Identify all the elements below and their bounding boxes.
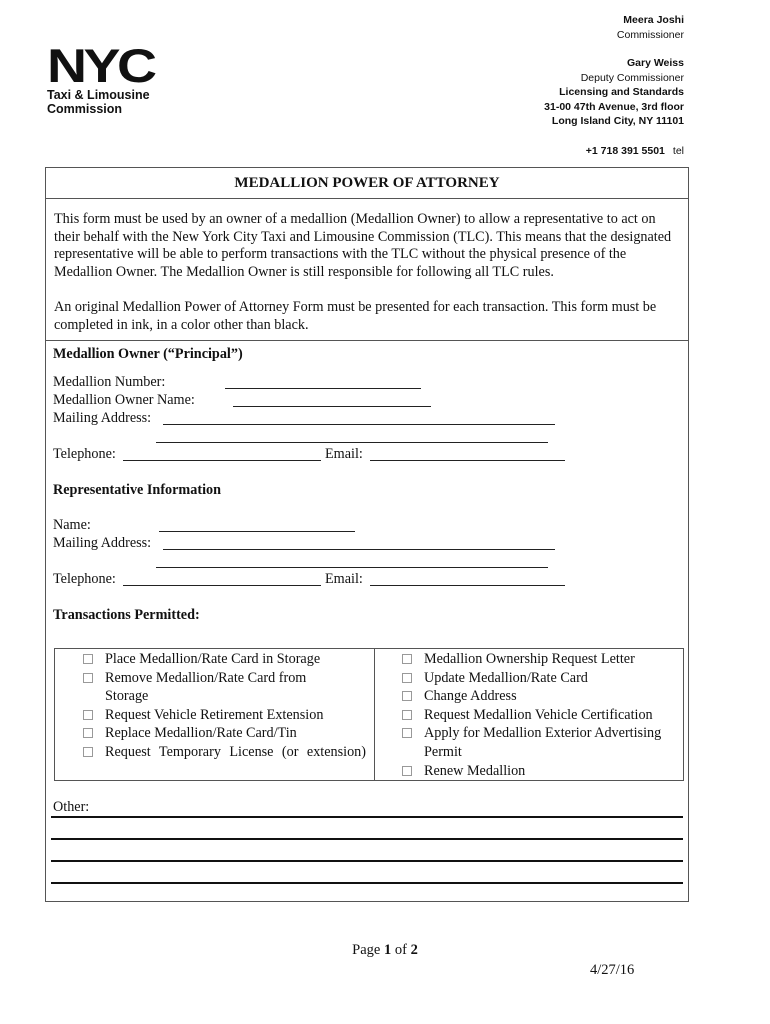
transaction-checkbox[interactable]: [402, 673, 412, 683]
rep-email-field[interactable]: [370, 570, 565, 586]
rep-telephone-field[interactable]: [123, 570, 321, 586]
other-line-4[interactable]: [51, 882, 683, 884]
transaction-label: Request Medallion Vehicle Certification: [424, 706, 653, 723]
page-current: 1: [383, 942, 392, 958]
owner-telephone-label: Telephone:: [53, 446, 116, 462]
transactions-heading: Transactions Permitted:: [53, 607, 200, 623]
transaction-checkbox[interactable]: [83, 728, 93, 738]
transaction-label: Remove Medallion/Rate Card from Storage: [105, 669, 307, 705]
owner-mailing-row: [53, 409, 688, 427]
transaction-item: [375, 762, 683, 781]
transaction-checkbox[interactable]: [402, 710, 412, 720]
rep-email-label: Email:: [325, 571, 363, 587]
other-label: Other:: [53, 799, 90, 815]
rep-mailing-field-2[interactable]: [156, 552, 548, 568]
transaction-label: Change Address: [424, 688, 517, 705]
medallion-number-row: [53, 373, 688, 391]
address-line-2: Long Island City, NY 11101: [551, 115, 684, 127]
transactions-left-column: [55, 649, 375, 780]
phone-label: tel: [672, 144, 684, 157]
intro-paragraph-2: An original Medallion Power of Attorney Form must be presented for each transaction. This form must be completed in ink, in a color other than black.: [54, 299, 657, 333]
owner-telephone-field[interactable]: [123, 445, 321, 461]
transaction-item: [55, 724, 374, 743]
rep-contact-row: [53, 570, 688, 588]
logo-line-2: Commission: [47, 102, 123, 116]
form-title: MEDALLION POWER OF ATTORNEY: [46, 168, 688, 199]
rep-mailing-label: Mailing Address:: [53, 535, 152, 551]
other-line-1[interactable]: [51, 816, 683, 818]
transaction-checkbox[interactable]: [402, 728, 412, 738]
rep-name-label: Name:: [53, 517, 91, 533]
rep-telephone-label: Telephone:: [53, 571, 116, 587]
owner-mailing-field-1[interactable]: [163, 409, 555, 425]
transaction-checkbox[interactable]: [402, 654, 412, 664]
owner-contact-row: [53, 445, 688, 463]
transaction-item: [55, 706, 374, 725]
address-line-1: 31-00 47th Avenue, 3rd floor: [544, 100, 684, 113]
medallion-number-field[interactable]: [225, 373, 421, 389]
deputy-title: Deputy Commissioner: [580, 71, 684, 84]
page-prefix: Page: [352, 942, 381, 958]
rep-mailing-row-2: [53, 552, 688, 570]
transaction-label: Replace Medallion/Rate Card/Tin: [105, 725, 297, 742]
rep-name-row: [53, 516, 688, 534]
owner-name-label: Medallion Owner Name:: [53, 392, 195, 408]
owner-name-row: [53, 391, 688, 409]
transactions-table: [54, 648, 684, 781]
transaction-item: [55, 650, 374, 669]
transaction-label: Medallion Ownership Request Letter: [424, 651, 635, 667]
page-total: 2: [410, 942, 418, 958]
officials-block: [544, 13, 684, 158]
transaction-item: [55, 743, 374, 762]
owner-mailing-field-2[interactable]: [156, 427, 548, 443]
transaction-checkbox[interactable]: [83, 654, 93, 664]
other-line-2[interactable]: [51, 838, 683, 840]
page-number: [0, 942, 770, 959]
phone-number: +1 718 391 5501: [585, 144, 665, 157]
logo-line-1: Taxi & Limousine: [47, 88, 150, 102]
nyc-logo-text: NYC: [47, 39, 154, 92]
transactions-right-column: [375, 649, 683, 780]
transaction-label: Apply for Medallion Exterior Advertising Permit: [424, 725, 662, 760]
transaction-checkbox[interactable]: [402, 691, 412, 701]
transaction-item: [375, 724, 683, 761]
commissioner-title: Commissioner: [616, 28, 684, 41]
transaction-item: [375, 687, 683, 706]
representative-section-heading: Representative Information: [53, 482, 221, 498]
rep-name-field[interactable]: [159, 516, 355, 532]
phone-line: [544, 144, 684, 159]
rep-mailing-field-1[interactable]: [163, 534, 555, 550]
transaction-label: Renew Medallion: [424, 762, 526, 779]
transaction-label: Update Medallion/Rate Card: [424, 669, 588, 686]
deputy-name: Gary Weiss: [626, 57, 684, 69]
revision-date: 4/27/16: [590, 962, 635, 978]
intro-paragraph-1: This form must be used by an owner of a medallion (Medallion Owner) to allow a representative to act on their behalf with the New York City Taxi and Limousine Commission (TLC). This means that the designated representative will be able to perform transactions with the TLC without the physical presence of the Medallion Owner. The Medallion Owner is still responsible for following all TLC rules.: [54, 211, 672, 280]
page-of: of: [394, 942, 407, 958]
transaction-label: Request Temporary License (or extension): [105, 743, 366, 760]
owner-email-field[interactable]: [370, 445, 565, 461]
transaction-checkbox[interactable]: [83, 710, 93, 720]
transaction-checkbox[interactable]: [83, 673, 93, 683]
transaction-label: Place Medallion/Rate Card in Storage: [105, 651, 321, 667]
commissioner-name: Meera Joshi: [623, 14, 684, 26]
owner-name-field[interactable]: [233, 391, 431, 407]
owner-section-heading: Medallion Owner (“Principal”): [53, 346, 243, 362]
transaction-checkbox[interactable]: [402, 766, 412, 776]
transaction-label: Request Vehicle Retirement Extension: [105, 706, 324, 723]
owner-mailing-row-2: [53, 427, 688, 445]
medallion-number-label: Medallion Number:: [53, 374, 166, 390]
owner-email-label: Email:: [325, 446, 363, 462]
rep-mailing-row: [53, 534, 688, 552]
transaction-item: [375, 706, 683, 725]
intro-text: [46, 199, 688, 334]
transaction-checkbox[interactable]: [83, 747, 93, 757]
transaction-item: [375, 650, 683, 669]
tlc-logo: [47, 39, 177, 116]
power-of-attorney-form: [45, 167, 689, 902]
other-line-3[interactable]: [51, 860, 683, 862]
transaction-item: [55, 669, 374, 706]
transaction-item: [375, 669, 683, 688]
division-name: Licensing and Standards: [559, 86, 684, 98]
owner-mailing-label: Mailing Address:: [53, 410, 152, 426]
